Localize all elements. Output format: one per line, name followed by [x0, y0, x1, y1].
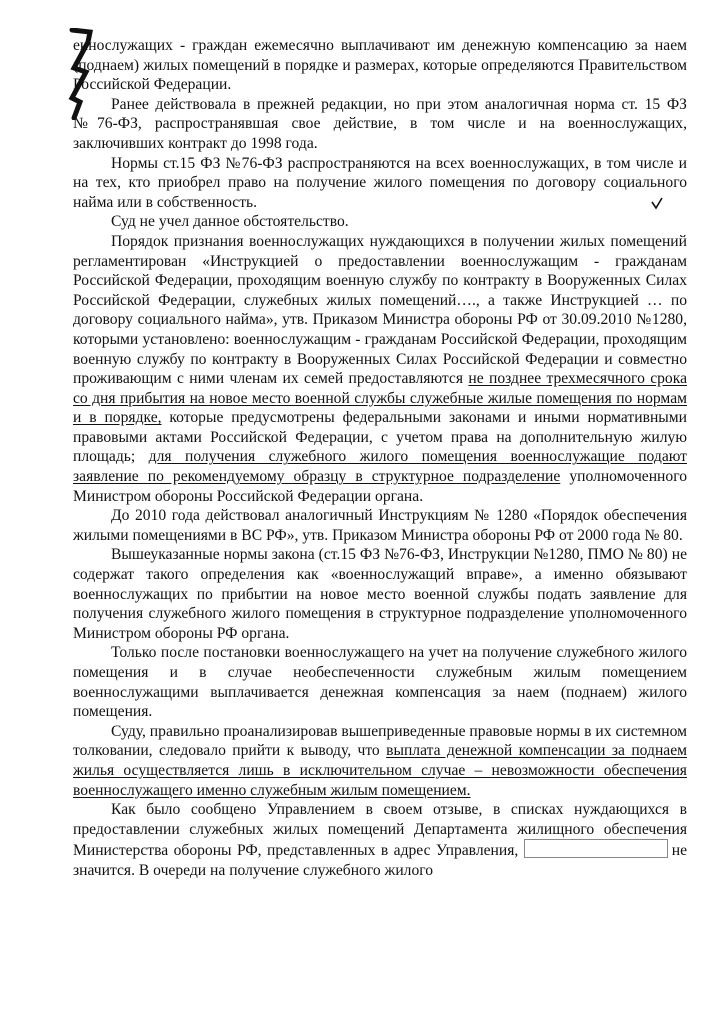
paragraph-1 — [73, 36, 687, 95]
underlined-text: для получения служебного жилого помещения военнослужащие подают заявление по рекомендуемому образцу в структурное подразделение — [73, 448, 687, 486]
text-run: До 2010 года действовал аналогичный Инструкциям № 1280 «Порядок обеспечения жилыми помещениями в ВС РФ», утв. Приказом Министра обороны РФ от 2000 года № 80. — [73, 507, 687, 544]
underlined-text: выплата денежной компенсации за поднаем жилья осуществляется лишь в исключительном случае – невозможности обеспечения военнослужащего именно служебным жилым помещением. — [73, 742, 687, 799]
text-run: Ранее действовала в прежней редакции, но при этом аналогичная норма ст. 15 ФЗ №76-ФЗ, распространявшая свое действие, в том числе и на военнослужащих, заключивших контракт до 1998 года. — [73, 95, 687, 152]
paragraph-7 — [73, 545, 687, 643]
underlined-text: не позднее трехмесячного срока со дня прибытия на новое место военной службы служебные жилые помещения по нормам и в порядке, — [73, 370, 687, 427]
redacted-name-box — [524, 839, 668, 858]
paragraph-8 — [73, 643, 687, 721]
text-run: Только после постановки военнослужащего на учет на получение служебного жилого помещения и в случае необеспеченности служебным жилым помещением военнослужащими выплачивается денежная компенсация за наем (поднаем) жилого помещения. — [73, 644, 687, 721]
paragraph-4 — [73, 212, 687, 232]
text-run: Суд не учел данное обстоятельство. — [111, 213, 349, 231]
paragraph-9 — [73, 722, 687, 800]
paragraph-5 — [73, 232, 687, 506]
paragraph-10 — [73, 800, 687, 880]
text-run: Порядок признания военнослужащих нуждающихся в получении жилых помещений регламентирован «Инструкцией о предоставлении военнослужащим - гражданам Российской Федерации, проходящим военную службу по контракту в Вооруженных Силах Российской Федерации, служебных жилых помещений…., а также Инструкцией … по договору социального найма», утв. Приказом Министра обороны РФ от 30.09.2010 №1280, которыми установлено: военнослужащим - гражданам Российской Федерации, проходящим военную службу по контракту в Вооруженных Силах Российской Федерации и совместно проживающим с ними членам их семей предоставляются — [73, 232, 687, 388]
text-run: уполномоченного Министром обороны Российской Федерации органа. — [73, 468, 687, 505]
text-run: Вышеуказанные нормы закона (ст.15 ФЗ №76-ФЗ, Инструкции №1280, ПМО № 80) не содержат такого определения как «военнослужащий вправе», а именно обязывают военнослужащих по прибытии на новое место военной службы подать заявление для получения служебного жилого помещения в структурное подразделение уполномоченного Министром обороны РФ органа. — [73, 546, 687, 642]
paragraph-3 — [73, 154, 687, 213]
document-body — [73, 36, 687, 881]
text-run: не значится. В очереди на получение служебного жилого — [73, 842, 687, 879]
text-run: еннослужащих - граждан ежемесячно выплачивают им денежную компенсацию за наем (поднаем) жилых помещений в порядке и размерах, которые определяются Правительством Российской Федерации. — [73, 37, 687, 94]
text-run: которые предусмотрены федеральными законами и иными нормативными правовыми актами Российской Федерации, с учетом права на дополнительную жилую площадь; — [73, 409, 687, 466]
paragraph-6 — [73, 506, 687, 545]
text-run: Как было сообщено Управлением в своем отзыве, в списках нуждающихся в предоставлении служебных жилых помещений Департамента жилищного обеспечения Министерства обороны РФ, представленных в адрес Управления, — [73, 801, 687, 860]
paragraph-2 — [73, 95, 687, 154]
text-run: Суду, правильно проанализировав вышеприведенные правовые нормы в их системном толковании, следовало прийти к выводу, что — [73, 722, 687, 760]
text-run: Нормы ст.15 ФЗ №76-ФЗ распространяются на всех военнослужащих, в том числе и на тех, кто приобрел право на получение жилого помещения по договору социального найма или в собственность. — [73, 154, 687, 211]
